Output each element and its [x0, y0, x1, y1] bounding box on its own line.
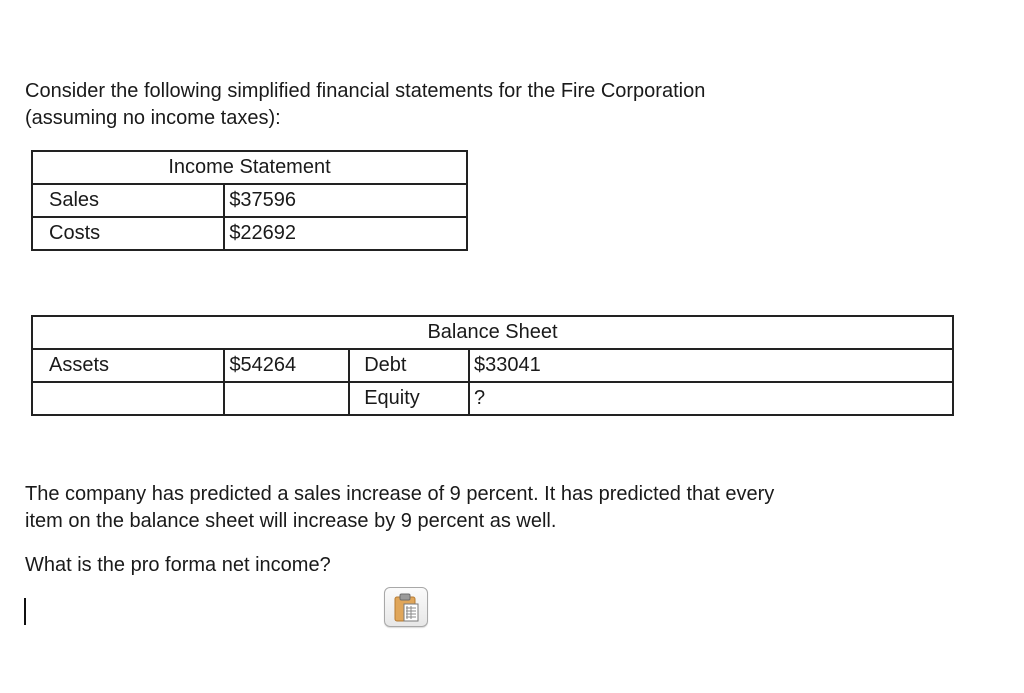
intro-text	[25, 78, 885, 132]
text-cursor	[24, 598, 26, 625]
question-line-2: item on the balance sheet will increase by 9 percent as well.	[25, 510, 557, 532]
income-statement-table	[31, 150, 468, 251]
assets-value: $54264	[224, 349, 349, 382]
sales-label: Sales	[32, 184, 224, 217]
question-prompt: What is the pro forma net income?	[25, 554, 331, 576]
costs-value: $22692	[224, 217, 467, 250]
clipboard-button[interactable]	[384, 587, 428, 627]
answer-input[interactable]	[20, 596, 360, 630]
debt-label: Debt	[349, 349, 469, 382]
sales-value: $37596	[224, 184, 467, 217]
equity-label: Equity	[349, 382, 469, 415]
assets-label: Assets	[32, 349, 224, 382]
costs-label: Costs	[32, 217, 224, 250]
balance-sheet-title: Balance Sheet	[32, 316, 953, 349]
table-row	[32, 184, 467, 217]
table-row	[32, 382, 953, 415]
table-row	[32, 349, 953, 382]
balance-sheet-table	[31, 315, 954, 416]
intro-line-1: Consider the following simplified financial statements for the Fire Corporation	[25, 80, 706, 102]
equity-value: ?	[469, 382, 953, 415]
clipboard-icon	[393, 593, 421, 623]
income-statement-title: Income Statement	[32, 151, 467, 184]
table-row	[32, 217, 467, 250]
debt-value: $33041	[469, 349, 953, 382]
question-line-1: The company has predicted a sales increase of 9 percent. It has predicted that every	[25, 483, 775, 505]
empty-cell	[32, 382, 224, 415]
intro-line-2: (assuming no income taxes):	[25, 107, 281, 129]
empty-cell	[224, 382, 349, 415]
question-text	[25, 481, 925, 535]
